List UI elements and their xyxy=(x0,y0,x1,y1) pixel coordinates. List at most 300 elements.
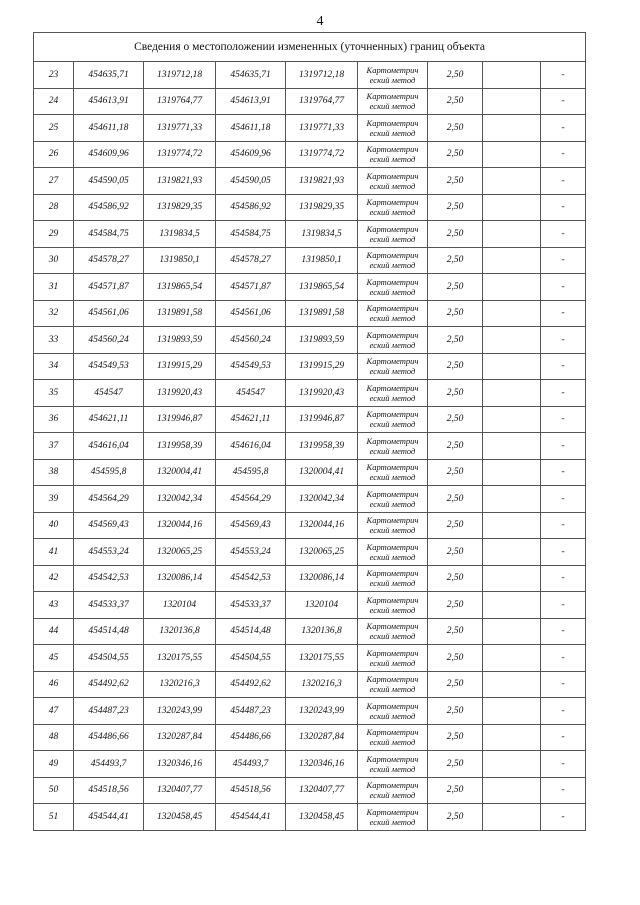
accuracy-cell: 2,50 xyxy=(428,804,483,831)
x-coordinate-cell: 454542,53 xyxy=(74,565,144,592)
x-coordinate-cell: 454544,41 xyxy=(74,804,144,831)
y-coordinate-cell: 1320042,34 xyxy=(144,486,216,513)
description-cell xyxy=(483,62,541,89)
method-line-2: еский метод xyxy=(369,790,416,801)
point-number-cell: 31 xyxy=(34,274,74,301)
y-coordinate-new-cell: 1319712,18 xyxy=(286,62,358,89)
method-line-1: Картометрич xyxy=(366,700,419,711)
y-coordinate-new-cell: 1319771,33 xyxy=(286,115,358,142)
x-coordinate-cell: 454533,37 xyxy=(74,592,144,619)
point-number-cell: 39 xyxy=(34,486,74,513)
table-row xyxy=(34,804,586,831)
description-cell xyxy=(483,221,541,248)
method-line-1: Картометрич xyxy=(366,621,419,632)
table-row xyxy=(34,592,586,619)
y-coordinate-new-cell: 1319891,58 xyxy=(286,300,358,327)
note-cell: - xyxy=(541,406,586,433)
x-coordinate-cell: 454564,29 xyxy=(74,486,144,513)
y-coordinate-new-cell: 1320458,45 xyxy=(286,804,358,831)
accuracy-cell: 2,50 xyxy=(428,698,483,725)
method-line-2: еский метод xyxy=(369,578,416,589)
note-cell: - xyxy=(541,247,586,274)
point-number-cell: 50 xyxy=(34,777,74,804)
table-row xyxy=(34,406,586,433)
point-number-cell: 36 xyxy=(34,406,74,433)
method-line-1: Картометрич xyxy=(366,250,419,261)
x-coordinate-cell: 454616,04 xyxy=(74,433,144,460)
y-coordinate-cell: 1320004,41 xyxy=(144,459,216,486)
method-line-2: еский метод xyxy=(369,551,416,562)
method-line-2: еский метод xyxy=(369,207,416,218)
y-coordinate-new-cell: 1319774,72 xyxy=(286,141,358,168)
point-number-cell: 46 xyxy=(34,671,74,698)
method-line-2: еский метод xyxy=(369,286,416,297)
point-number-cell: 43 xyxy=(34,592,74,619)
method-line-1: Картометрич xyxy=(366,197,419,208)
x-coordinate-cell: 454578,27 xyxy=(74,247,144,274)
note-cell: - xyxy=(541,141,586,168)
x-coordinate-new-cell: 454621,11 xyxy=(216,406,286,433)
y-coordinate-cell: 1320104 xyxy=(144,592,216,619)
table-row xyxy=(34,62,586,89)
note-cell: - xyxy=(541,671,586,698)
method-line-2: еский метод xyxy=(369,763,416,774)
point-number-cell: 41 xyxy=(34,539,74,566)
method-cell xyxy=(358,115,428,142)
table-row xyxy=(34,671,586,698)
method-cell xyxy=(358,141,428,168)
y-coordinate-new-cell: 1319834,5 xyxy=(286,221,358,248)
accuracy-cell: 2,50 xyxy=(428,300,483,327)
x-coordinate-new-cell: 454542,53 xyxy=(216,565,286,592)
note-cell: - xyxy=(541,804,586,831)
description-cell xyxy=(483,698,541,725)
y-coordinate-new-cell: 1320044,16 xyxy=(286,512,358,539)
accuracy-cell: 2,50 xyxy=(428,592,483,619)
note-cell: - xyxy=(541,353,586,380)
method-cell xyxy=(358,512,428,539)
x-coordinate-new-cell: 454571,87 xyxy=(216,274,286,301)
method-line-2: еский метод xyxy=(369,233,416,244)
y-coordinate-cell: 1320065,25 xyxy=(144,539,216,566)
accuracy-cell: 2,50 xyxy=(428,380,483,407)
point-number-cell: 51 xyxy=(34,804,74,831)
x-coordinate-new-cell: 454584,75 xyxy=(216,221,286,248)
note-cell: - xyxy=(541,645,586,672)
x-coordinate-cell: 454571,87 xyxy=(74,274,144,301)
y-coordinate-cell: 1320136,8 xyxy=(144,618,216,645)
x-coordinate-new-cell: 454549,53 xyxy=(216,353,286,380)
description-cell xyxy=(483,777,541,804)
table-row xyxy=(34,141,586,168)
y-coordinate-cell: 1320086,14 xyxy=(144,565,216,592)
note-cell: - xyxy=(541,565,586,592)
point-number-cell: 26 xyxy=(34,141,74,168)
method-line-2: еский метод xyxy=(369,816,416,827)
accuracy-cell: 2,50 xyxy=(428,539,483,566)
method-cell xyxy=(358,274,428,301)
y-coordinate-new-cell: 1320175,55 xyxy=(286,645,358,672)
accuracy-cell: 2,50 xyxy=(428,565,483,592)
x-coordinate-new-cell: 454561,06 xyxy=(216,300,286,327)
coordinates-table xyxy=(33,32,586,831)
x-coordinate-cell: 454486,66 xyxy=(74,724,144,751)
x-coordinate-new-cell: 454514,48 xyxy=(216,618,286,645)
y-coordinate-cell: 1320346,16 xyxy=(144,751,216,778)
description-cell xyxy=(483,406,541,433)
description-cell xyxy=(483,512,541,539)
note-cell: - xyxy=(541,115,586,142)
method-line-2: еский метод xyxy=(369,657,416,668)
description-cell xyxy=(483,486,541,513)
description-cell xyxy=(483,433,541,460)
table-row xyxy=(34,433,586,460)
y-coordinate-new-cell: 1320042,34 xyxy=(286,486,358,513)
x-coordinate-new-cell: 454493,7 xyxy=(216,751,286,778)
method-line-1: Картометрич xyxy=(366,356,419,367)
x-coordinate-new-cell: 454616,04 xyxy=(216,433,286,460)
x-coordinate-cell: 454613,91 xyxy=(74,88,144,115)
table-row xyxy=(34,486,586,513)
description-cell xyxy=(483,194,541,221)
method-line-2: еский метод xyxy=(369,74,416,85)
accuracy-cell: 2,50 xyxy=(428,327,483,354)
description-cell xyxy=(483,724,541,751)
x-coordinate-cell: 454621,11 xyxy=(74,406,144,433)
note-cell: - xyxy=(541,698,586,725)
x-coordinate-new-cell: 454486,66 xyxy=(216,724,286,751)
y-coordinate-cell: 1319958,39 xyxy=(144,433,216,460)
method-cell xyxy=(358,380,428,407)
method-line-2: еский метод xyxy=(369,339,416,350)
method-cell xyxy=(358,353,428,380)
y-coordinate-new-cell: 1319850,1 xyxy=(286,247,358,274)
table-row xyxy=(34,565,586,592)
note-cell: - xyxy=(541,168,586,195)
description-cell xyxy=(483,459,541,486)
method-line-1: Картометрич xyxy=(366,753,419,764)
x-coordinate-cell: 454560,24 xyxy=(74,327,144,354)
x-coordinate-cell: 454611,18 xyxy=(74,115,144,142)
y-coordinate-new-cell: 1319893,59 xyxy=(286,327,358,354)
y-coordinate-cell: 1319774,72 xyxy=(144,141,216,168)
y-coordinate-cell: 1319821,93 xyxy=(144,168,216,195)
x-coordinate-new-cell: 454553,24 xyxy=(216,539,286,566)
note-cell: - xyxy=(541,88,586,115)
y-coordinate-new-cell: 1320065,25 xyxy=(286,539,358,566)
point-number-cell: 37 xyxy=(34,433,74,460)
x-coordinate-new-cell: 454544,41 xyxy=(216,804,286,831)
table-row xyxy=(34,327,586,354)
method-cell xyxy=(358,645,428,672)
x-coordinate-new-cell: 454569,43 xyxy=(216,512,286,539)
y-coordinate-new-cell: 1319946,87 xyxy=(286,406,358,433)
table-row xyxy=(34,168,586,195)
table-row xyxy=(34,300,586,327)
accuracy-cell: 2,50 xyxy=(428,671,483,698)
accuracy-cell: 2,50 xyxy=(428,459,483,486)
method-line-1: Картометрич xyxy=(366,435,419,446)
table-row xyxy=(34,88,586,115)
y-coordinate-new-cell: 1320004,41 xyxy=(286,459,358,486)
note-cell: - xyxy=(541,751,586,778)
table-row xyxy=(34,512,586,539)
point-number-cell: 24 xyxy=(34,88,74,115)
x-coordinate-cell: 454492,62 xyxy=(74,671,144,698)
method-cell xyxy=(358,300,428,327)
method-line-1: Картометрич xyxy=(366,674,419,685)
method-cell xyxy=(358,433,428,460)
y-coordinate-new-cell: 1320243,99 xyxy=(286,698,358,725)
method-line-1: Картометрич xyxy=(366,409,419,420)
note-cell: - xyxy=(541,512,586,539)
method-line-1: Картометрич xyxy=(366,91,419,102)
description-cell xyxy=(483,247,541,274)
method-line-2: еский метод xyxy=(369,710,416,721)
y-coordinate-new-cell: 1320346,16 xyxy=(286,751,358,778)
method-cell xyxy=(358,751,428,778)
y-coordinate-new-cell: 1319958,39 xyxy=(286,433,358,460)
point-number-cell: 47 xyxy=(34,698,74,725)
y-coordinate-new-cell: 1320287,84 xyxy=(286,724,358,751)
method-cell xyxy=(358,62,428,89)
accuracy-cell: 2,50 xyxy=(428,88,483,115)
method-line-2: еский метод xyxy=(369,419,416,430)
note-cell: - xyxy=(541,486,586,513)
x-coordinate-cell: 454584,75 xyxy=(74,221,144,248)
method-line-2: еский метод xyxy=(369,260,416,271)
table-title: Сведения о местоположении измененных (уточненных) границ объекта xyxy=(34,33,586,62)
point-number-cell: 49 xyxy=(34,751,74,778)
x-coordinate-new-cell: 454578,27 xyxy=(216,247,286,274)
x-coordinate-cell: 454586,92 xyxy=(74,194,144,221)
y-coordinate-new-cell: 1320086,14 xyxy=(286,565,358,592)
y-coordinate-cell: 1319891,58 xyxy=(144,300,216,327)
table-row xyxy=(34,221,586,248)
x-coordinate-new-cell: 454613,91 xyxy=(216,88,286,115)
y-coordinate-cell: 1320243,99 xyxy=(144,698,216,725)
x-coordinate-new-cell: 454492,62 xyxy=(216,671,286,698)
method-line-2: еский метод xyxy=(369,180,416,191)
note-cell: - xyxy=(541,221,586,248)
note-cell: - xyxy=(541,539,586,566)
method-line-1: Картометрич xyxy=(366,727,419,738)
method-cell xyxy=(358,777,428,804)
method-line-2: еский метод xyxy=(369,684,416,695)
method-line-2: еский метод xyxy=(369,737,416,748)
x-coordinate-cell: 454549,53 xyxy=(74,353,144,380)
y-coordinate-new-cell: 1320407,77 xyxy=(286,777,358,804)
y-coordinate-new-cell: 1319915,29 xyxy=(286,353,358,380)
y-coordinate-new-cell: 1319821,93 xyxy=(286,168,358,195)
x-coordinate-new-cell: 454518,56 xyxy=(216,777,286,804)
note-cell: - xyxy=(541,62,586,89)
y-coordinate-new-cell: 1319829,35 xyxy=(286,194,358,221)
accuracy-cell: 2,50 xyxy=(428,486,483,513)
accuracy-cell: 2,50 xyxy=(428,645,483,672)
note-cell: - xyxy=(541,194,586,221)
x-coordinate-cell: 454590,05 xyxy=(74,168,144,195)
note-cell: - xyxy=(541,380,586,407)
method-cell xyxy=(358,221,428,248)
point-number-cell: 45 xyxy=(34,645,74,672)
description-cell xyxy=(483,353,541,380)
method-line-1: Картометрич xyxy=(366,276,419,287)
description-cell xyxy=(483,592,541,619)
y-coordinate-new-cell: 1320104 xyxy=(286,592,358,619)
x-coordinate-cell: 454547 xyxy=(74,380,144,407)
method-cell xyxy=(358,671,428,698)
y-coordinate-cell: 1319834,5 xyxy=(144,221,216,248)
description-cell xyxy=(483,618,541,645)
point-number-cell: 32 xyxy=(34,300,74,327)
table-row xyxy=(34,115,586,142)
point-number-cell: 29 xyxy=(34,221,74,248)
y-coordinate-cell: 1320216,3 xyxy=(144,671,216,698)
method-cell xyxy=(358,168,428,195)
table-row xyxy=(34,194,586,221)
x-coordinate-new-cell: 454586,92 xyxy=(216,194,286,221)
description-cell xyxy=(483,300,541,327)
method-line-1: Картометрич xyxy=(366,144,419,155)
x-coordinate-cell: 454487,23 xyxy=(74,698,144,725)
accuracy-cell: 2,50 xyxy=(428,751,483,778)
y-coordinate-cell: 1319893,59 xyxy=(144,327,216,354)
x-coordinate-cell: 454553,24 xyxy=(74,539,144,566)
method-line-1: Картометрич xyxy=(366,170,419,181)
method-cell xyxy=(358,804,428,831)
point-number-cell: 34 xyxy=(34,353,74,380)
description-cell xyxy=(483,565,541,592)
accuracy-cell: 2,50 xyxy=(428,274,483,301)
method-line-1: Картометрич xyxy=(366,806,419,817)
table-row xyxy=(34,459,586,486)
table-row xyxy=(34,247,586,274)
y-coordinate-cell: 1320175,55 xyxy=(144,645,216,672)
table-row xyxy=(34,751,586,778)
method-cell xyxy=(358,247,428,274)
point-number-cell: 42 xyxy=(34,565,74,592)
accuracy-cell: 2,50 xyxy=(428,62,483,89)
y-coordinate-cell: 1319920,43 xyxy=(144,380,216,407)
method-cell xyxy=(358,327,428,354)
description-cell xyxy=(483,168,541,195)
point-number-cell: 30 xyxy=(34,247,74,274)
x-coordinate-new-cell: 454504,55 xyxy=(216,645,286,672)
x-coordinate-cell: 454493,7 xyxy=(74,751,144,778)
accuracy-cell: 2,50 xyxy=(428,724,483,751)
method-cell xyxy=(358,592,428,619)
point-number-cell: 44 xyxy=(34,618,74,645)
method-line-2: еский метод xyxy=(369,525,416,536)
point-number-cell: 40 xyxy=(34,512,74,539)
x-coordinate-new-cell: 454595,8 xyxy=(216,459,286,486)
x-coordinate-new-cell: 454560,24 xyxy=(216,327,286,354)
method-cell xyxy=(358,88,428,115)
method-line-2: еский метод xyxy=(369,498,416,509)
x-coordinate-cell: 454561,06 xyxy=(74,300,144,327)
method-line-2: еский метод xyxy=(369,127,416,138)
y-coordinate-cell: 1319712,18 xyxy=(144,62,216,89)
x-coordinate-new-cell: 454533,37 xyxy=(216,592,286,619)
description-cell xyxy=(483,539,541,566)
description-cell xyxy=(483,671,541,698)
method-line-1: Картометрич xyxy=(366,647,419,658)
y-coordinate-cell: 1319865,54 xyxy=(144,274,216,301)
method-line-1: Картометрич xyxy=(366,117,419,128)
accuracy-cell: 2,50 xyxy=(428,777,483,804)
method-cell xyxy=(358,406,428,433)
x-coordinate-new-cell: 454590,05 xyxy=(216,168,286,195)
description-cell xyxy=(483,274,541,301)
y-coordinate-cell: 1320044,16 xyxy=(144,512,216,539)
note-cell: - xyxy=(541,724,586,751)
note-cell: - xyxy=(541,592,586,619)
note-cell: - xyxy=(541,300,586,327)
x-coordinate-cell: 454609,96 xyxy=(74,141,144,168)
y-coordinate-new-cell: 1320136,8 xyxy=(286,618,358,645)
note-cell: - xyxy=(541,327,586,354)
description-cell xyxy=(483,327,541,354)
description-cell xyxy=(483,141,541,168)
y-coordinate-new-cell: 1319764,77 xyxy=(286,88,358,115)
y-coordinate-cell: 1319915,29 xyxy=(144,353,216,380)
point-number-cell: 33 xyxy=(34,327,74,354)
x-coordinate-cell: 454595,8 xyxy=(74,459,144,486)
accuracy-cell: 2,50 xyxy=(428,194,483,221)
method-line-1: Картометрич xyxy=(366,568,419,579)
y-coordinate-new-cell: 1320216,3 xyxy=(286,671,358,698)
page-number: 4 xyxy=(316,14,324,29)
method-cell xyxy=(358,724,428,751)
method-line-2: еский метод xyxy=(369,101,416,112)
method-cell xyxy=(358,459,428,486)
note-cell: - xyxy=(541,459,586,486)
y-coordinate-cell: 1319829,35 xyxy=(144,194,216,221)
table-row xyxy=(34,380,586,407)
y-coordinate-new-cell: 1319865,54 xyxy=(286,274,358,301)
description-cell xyxy=(483,380,541,407)
method-cell xyxy=(358,539,428,566)
description-cell xyxy=(483,88,541,115)
accuracy-cell: 2,50 xyxy=(428,512,483,539)
method-cell xyxy=(358,194,428,221)
x-coordinate-cell: 454504,55 xyxy=(74,645,144,672)
point-number-cell: 28 xyxy=(34,194,74,221)
x-coordinate-cell: 454514,48 xyxy=(74,618,144,645)
y-coordinate-new-cell: 1319920,43 xyxy=(286,380,358,407)
point-number-cell: 38 xyxy=(34,459,74,486)
x-coordinate-new-cell: 454635,71 xyxy=(216,62,286,89)
accuracy-cell: 2,50 xyxy=(428,618,483,645)
method-line-2: еский метод xyxy=(369,154,416,165)
x-coordinate-new-cell: 454547 xyxy=(216,380,286,407)
x-coordinate-cell: 454569,43 xyxy=(74,512,144,539)
method-line-2: еский метод xyxy=(369,392,416,403)
accuracy-cell: 2,50 xyxy=(428,168,483,195)
table-body xyxy=(34,33,586,831)
x-coordinate-new-cell: 454611,18 xyxy=(216,115,286,142)
y-coordinate-cell: 1320287,84 xyxy=(144,724,216,751)
x-coordinate-new-cell: 454487,23 xyxy=(216,698,286,725)
point-number-cell: 27 xyxy=(34,168,74,195)
description-cell xyxy=(483,645,541,672)
method-line-1: Картометрич xyxy=(366,541,419,552)
table-header-row xyxy=(34,33,586,62)
y-coordinate-cell: 1320458,45 xyxy=(144,804,216,831)
method-line-1: Картометрич xyxy=(366,382,419,393)
description-cell xyxy=(483,115,541,142)
